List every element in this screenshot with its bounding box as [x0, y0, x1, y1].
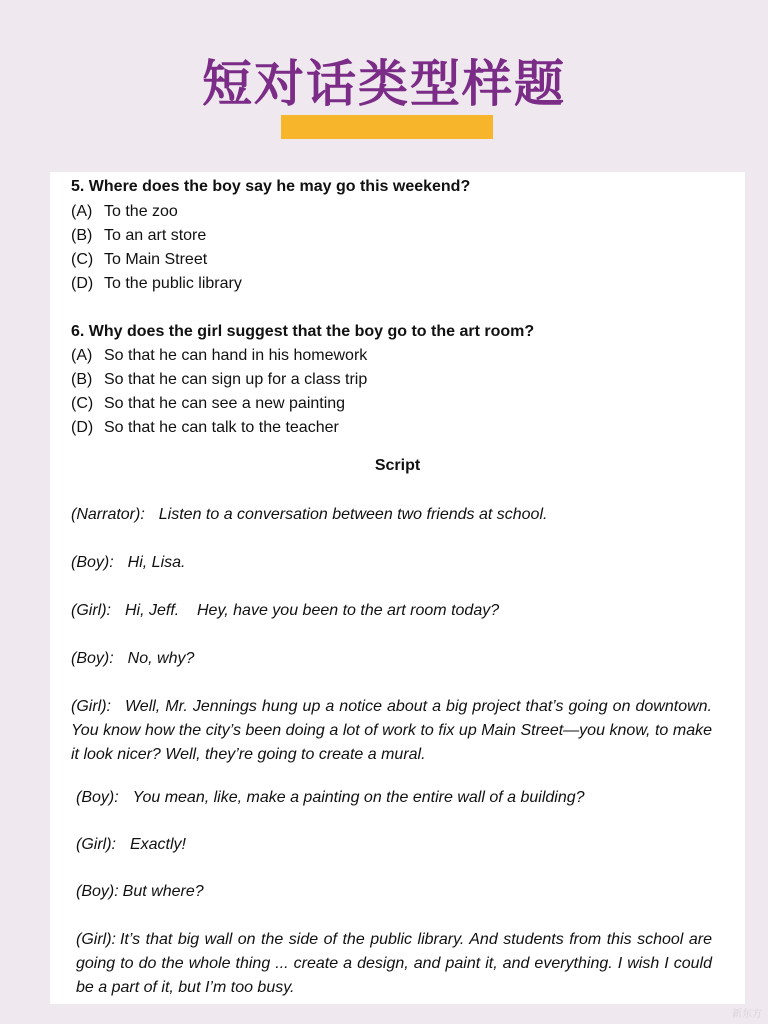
- option-letter: (B): [71, 371, 93, 388]
- option-letter: (C): [71, 395, 94, 412]
- option-text: To an art store: [104, 227, 207, 244]
- question-6-option-d[interactable]: [71, 419, 339, 437]
- speaker-label: (Boy):: [76, 789, 119, 806]
- option-text: To the public library: [104, 275, 242, 292]
- line-text: You mean, like, make a painting on the entire wall of a building?: [132, 789, 585, 806]
- question-5-option-c[interactable]: [71, 251, 207, 269]
- script-line-girl: [76, 928, 712, 1000]
- speaker-label: (Boy):: [71, 650, 114, 667]
- question-6-option-b[interactable]: [71, 371, 367, 389]
- option-letter: (A): [71, 347, 93, 364]
- script-line-narrator: [71, 503, 712, 527]
- speaker-label: (Girl):: [71, 698, 111, 715]
- speaker-label: (Girl):: [76, 931, 116, 948]
- speaker-label: (Narrator):: [71, 506, 145, 523]
- script-line-girl: [71, 695, 712, 767]
- line-text: No, why?: [127, 650, 195, 667]
- question-sheet: [50, 172, 745, 1004]
- question-5-option-a[interactable]: [71, 203, 178, 221]
- line-text: Listen to a conversation between two friends at school.: [158, 506, 548, 523]
- line-text: Hi, Lisa.: [127, 554, 186, 571]
- line-text: It’s that big wall on the side of the public library. And students from this school are going to do the whole thing ... create a design, and paint it, and everything. I wish I could be a part of it, but I’m too busy.: [76, 931, 712, 996]
- option-text: To the zoo: [104, 203, 178, 220]
- option-text: So that he can sign up for a class trip: [104, 371, 368, 388]
- script-line-boy: [76, 786, 712, 810]
- option-letter: (D): [71, 419, 94, 436]
- line-text: Well, Mr. Jennings hung up a notice about a big project that’s going on downtown. You know how the city’s been doing a lot of work to fix up Main Street—you know, to make it look nicer? Well, they’re going to create a mural.: [71, 698, 712, 763]
- line-text: Hi, Jeff. Hey, have you been to the art room today?: [124, 602, 500, 619]
- page-title: 短对话类型样题: [202, 55, 566, 113]
- title-underline-bar: [281, 115, 493, 139]
- question-5-option-d[interactable]: [71, 275, 242, 293]
- speaker-label: (Boy):: [76, 883, 119, 900]
- option-letter: (D): [71, 275, 94, 292]
- option-text: So that he can talk to the teacher: [104, 419, 339, 436]
- script-line-boy: [71, 647, 712, 671]
- option-text: So that he can see a new painting: [104, 395, 346, 412]
- option-letter: (A): [71, 203, 93, 220]
- option-letter: (B): [71, 227, 93, 244]
- watermark-logo: 新东方: [732, 1009, 762, 1020]
- line-text: Exactly!: [129, 836, 186, 853]
- line-text: But where?: [122, 883, 204, 900]
- question-5: 5. Where does the boy say he may go this weekend?: [71, 178, 471, 195]
- question-6-option-a[interactable]: [71, 347, 367, 365]
- question-5-option-b[interactable]: [71, 227, 206, 245]
- script-line-boy: [71, 551, 712, 575]
- script-line-boy: [76, 880, 712, 904]
- speaker-label: (Girl):: [71, 602, 111, 619]
- question-6: 6. Why does the girl suggest that the boy go to the art room?: [71, 323, 535, 340]
- option-text: So that he can hand in his homework: [104, 347, 368, 364]
- option-letter: (C): [71, 251, 94, 268]
- script-line-girl: [71, 599, 712, 623]
- option-text: To Main Street: [104, 251, 208, 268]
- script-line-girl: [76, 833, 712, 857]
- script-heading: Script: [374, 457, 421, 474]
- speaker-label: (Girl):: [76, 836, 116, 853]
- speaker-label: (Boy):: [71, 554, 114, 571]
- question-6-option-c[interactable]: [71, 395, 345, 413]
